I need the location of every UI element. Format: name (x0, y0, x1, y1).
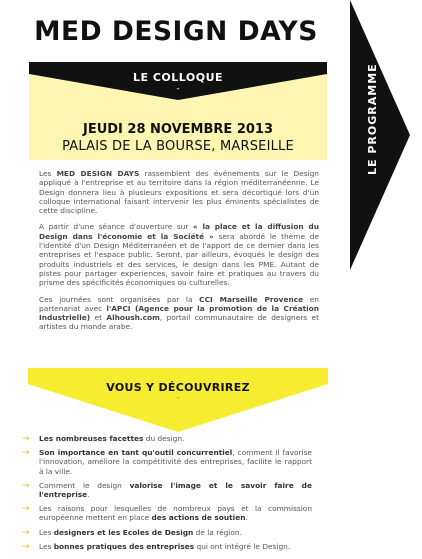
list-item: → Les bonnes pratiques des entreprises qui ont intégré le Design. (22, 541, 291, 552)
decouvrir-label: VOUS Y DÉCOUVRIREZ (106, 381, 250, 394)
event-date: JEUDI 28 NOVEMBRE 2013 (82, 122, 273, 137)
intro-text (39, 169, 319, 339)
arrow-right-icon: → (22, 504, 30, 515)
side-label-programme: LE PROGRAMME (366, 63, 379, 175)
list-item: → Les designers et les Ecoles de Design de la région. (22, 527, 242, 538)
colloque-dash: - (176, 84, 180, 94)
discover-list (22, 434, 312, 556)
event-place: PALAIS DE LA BOURSE, MARSEILLE (62, 139, 294, 154)
colloque-label: LE COLLOQUE (132, 71, 224, 84)
decouvrir-dash: - (176, 393, 180, 403)
arrow-right-icon: → (22, 448, 30, 459)
arrow-right-icon: → (22, 480, 30, 491)
arrow-right-icon: → (22, 434, 30, 444)
intro-paragraph-3: Ces journées sont organisées par la CCI Marseille Provence en partenariat avec l'APCI (Agence pour la promotion de la Création Industrielle) et Alhoush.com, portail communautaire de designers et artistes du monde arabe. (39, 294, 319, 332)
list-item: → Comment le design valorise l'image et le savoir faire de l'entreprise. (22, 480, 312, 500)
arrow-right-icon: → (22, 541, 30, 552)
side-arrow-shape (350, 0, 410, 270)
arrow-right-icon: → (22, 527, 30, 538)
list-item: → Son importance en tant qu'outil concurrentiel, comment il favorise l'innovation, améliore la compétitivité des entreprises, facilite le rapport à la ville. (22, 448, 312, 476)
list-item: → Les raisons pour lesquelles de nombreux pays et la commission européenne mettent en place des actions de soutien. (22, 504, 312, 523)
page-title: MED DESIGN DAYS (34, 16, 318, 47)
intro-paragraph-2: A partir d'une séance d'ouverture sur « la place et la diffusion du Design dans l'économie et la Société » sera abordé le thème de l'identité d'un Design Méditerranéen et de l'apport de ce dernier dans les entreprises et l'espace public. Seront, par ailleurs, évoqués le design des produits industriels et des services, le design dans les PME. Autant de pistes pour partager experiences, savoir faire et pratiques au travers du prisme des spécificités économiques ou culturelles. (39, 222, 319, 288)
intro-paragraph-1: Les MED DESIGN DAYS rassemblent des événements sur le Design appliqué à l'entreprise et au territoire dans la région méditerranéenne. Le Design donnera lieu à plusieurs expositions et sera décortiqué lors d'un colloque international faisant intervenir les plus éminents spécialistes de cette discipline. (39, 169, 319, 216)
list-item: → Les nombreuses facettes du design. (22, 434, 185, 444)
